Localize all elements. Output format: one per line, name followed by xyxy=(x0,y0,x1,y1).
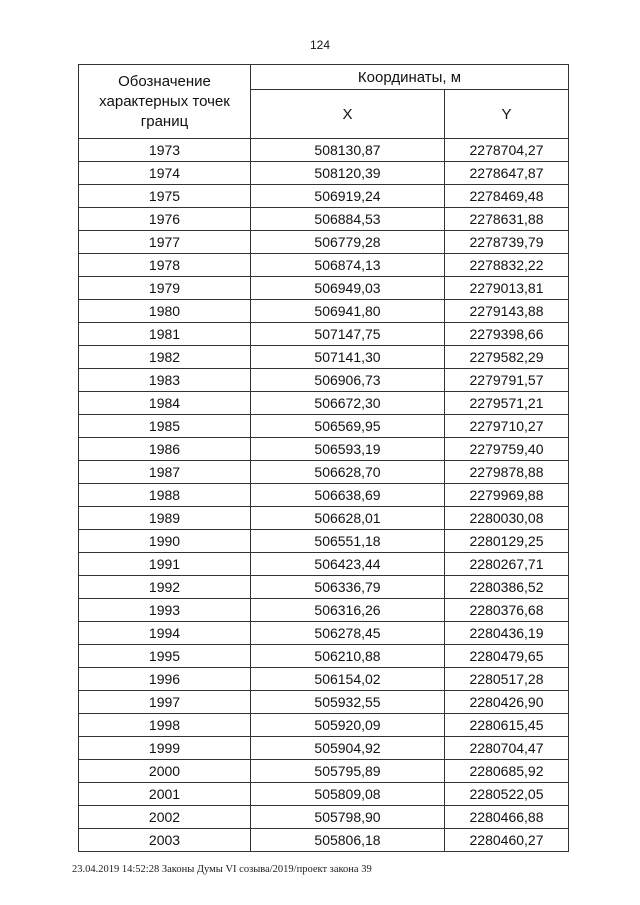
cell-point: 2000 xyxy=(79,760,251,783)
cell-y: 2279398,66 xyxy=(445,323,569,346)
cell-x: 506906,73 xyxy=(251,369,445,392)
table-row xyxy=(79,254,569,277)
table-header xyxy=(79,65,569,139)
cell-x: 506949,03 xyxy=(251,277,445,300)
table-row xyxy=(79,507,569,530)
cell-y: 2280436,19 xyxy=(445,622,569,645)
table-row xyxy=(79,829,569,852)
cell-x: 508130,87 xyxy=(251,139,445,162)
cell-x: 505798,90 xyxy=(251,806,445,829)
cell-point: 1992 xyxy=(79,576,251,599)
page-number: 124 xyxy=(309,38,331,52)
cell-point: 1988 xyxy=(79,484,251,507)
cell-point: 2003 xyxy=(79,829,251,852)
cell-point: 1989 xyxy=(79,507,251,530)
cell-point: 2002 xyxy=(79,806,251,829)
table-row xyxy=(79,438,569,461)
cell-point: 1996 xyxy=(79,668,251,691)
cell-x: 506628,01 xyxy=(251,507,445,530)
cell-y: 2278647,87 xyxy=(445,162,569,185)
table-row xyxy=(79,553,569,576)
cell-x: 506569,95 xyxy=(251,415,445,438)
cell-x: 506423,44 xyxy=(251,553,445,576)
cell-y: 2278704,27 xyxy=(445,139,569,162)
table-row xyxy=(79,714,569,737)
cell-point: 1976 xyxy=(79,208,251,231)
cell-x: 506336,79 xyxy=(251,576,445,599)
cell-point: 1979 xyxy=(79,277,251,300)
cell-y: 2280426,90 xyxy=(445,691,569,714)
cell-point: 1983 xyxy=(79,369,251,392)
table-body xyxy=(79,139,569,852)
cell-y: 2279969,88 xyxy=(445,484,569,507)
table-row xyxy=(79,208,569,231)
header-point-designation: Обозначение характерных точек границ xyxy=(79,65,251,139)
cell-x: 506628,70 xyxy=(251,461,445,484)
table-row xyxy=(79,668,569,691)
cell-y: 2279143,88 xyxy=(445,300,569,323)
table-row xyxy=(79,599,569,622)
cell-y: 2279878,88 xyxy=(445,461,569,484)
cell-x: 505809,08 xyxy=(251,783,445,806)
table-row xyxy=(79,760,569,783)
cell-point: 1991 xyxy=(79,553,251,576)
cell-x: 506941,80 xyxy=(251,300,445,323)
table-row xyxy=(79,300,569,323)
table-row xyxy=(79,806,569,829)
table-row xyxy=(79,323,569,346)
cell-y: 2278832,22 xyxy=(445,254,569,277)
table-row xyxy=(79,622,569,645)
cell-y: 2280517,28 xyxy=(445,668,569,691)
cell-y: 2279571,21 xyxy=(445,392,569,415)
cell-y: 2279710,27 xyxy=(445,415,569,438)
cell-x: 506210,88 xyxy=(251,645,445,668)
table-row xyxy=(79,530,569,553)
cell-point: 1990 xyxy=(79,530,251,553)
cell-point: 1980 xyxy=(79,300,251,323)
cell-point: 1973 xyxy=(79,139,251,162)
cell-y: 2279582,29 xyxy=(445,346,569,369)
cell-y: 2280386,52 xyxy=(445,576,569,599)
cell-x: 506551,18 xyxy=(251,530,445,553)
table-row xyxy=(79,737,569,760)
cell-point: 1985 xyxy=(79,415,251,438)
cell-y: 2280615,45 xyxy=(445,714,569,737)
cell-x: 506278,45 xyxy=(251,622,445,645)
table-row xyxy=(79,691,569,714)
cell-point: 1978 xyxy=(79,254,251,277)
cell-point: 1999 xyxy=(79,737,251,760)
cell-x: 506672,30 xyxy=(251,392,445,415)
cell-x: 505932,55 xyxy=(251,691,445,714)
cell-x: 506874,13 xyxy=(251,254,445,277)
coordinates-table xyxy=(78,64,569,852)
table-row xyxy=(79,461,569,484)
cell-x: 506316,26 xyxy=(251,599,445,622)
cell-point: 1995 xyxy=(79,645,251,668)
cell-y: 2278469,48 xyxy=(445,185,569,208)
cell-point: 1984 xyxy=(79,392,251,415)
cell-y: 2279759,40 xyxy=(445,438,569,461)
table-row xyxy=(79,645,569,668)
cell-y: 2280704,47 xyxy=(445,737,569,760)
cell-x: 505904,92 xyxy=(251,737,445,760)
cell-x: 506638,69 xyxy=(251,484,445,507)
cell-y: 2280479,65 xyxy=(445,645,569,668)
cell-point: 1993 xyxy=(79,599,251,622)
cell-x: 507147,75 xyxy=(251,323,445,346)
cell-y: 2278739,79 xyxy=(445,231,569,254)
cell-x: 508120,39 xyxy=(251,162,445,185)
cell-x: 506593,19 xyxy=(251,438,445,461)
cell-y: 2278631,88 xyxy=(445,208,569,231)
cell-point: 1982 xyxy=(79,346,251,369)
table-row xyxy=(79,346,569,369)
cell-y: 2280460,27 xyxy=(445,829,569,852)
cell-y: 2280267,71 xyxy=(445,553,569,576)
cell-y: 2280466,88 xyxy=(445,806,569,829)
cell-x: 506919,24 xyxy=(251,185,445,208)
header-coordinates: Координаты, м xyxy=(251,65,569,90)
table-row xyxy=(79,369,569,392)
cell-point: 1997 xyxy=(79,691,251,714)
cell-point: 1977 xyxy=(79,231,251,254)
cell-point: 1998 xyxy=(79,714,251,737)
table-row xyxy=(79,162,569,185)
table-row xyxy=(79,139,569,162)
cell-point: 1994 xyxy=(79,622,251,645)
cell-x: 506779,28 xyxy=(251,231,445,254)
cell-point: 1981 xyxy=(79,323,251,346)
header-x: X xyxy=(251,90,445,139)
table-row xyxy=(79,484,569,507)
cell-point: 1974 xyxy=(79,162,251,185)
cell-y: 2280685,92 xyxy=(445,760,569,783)
cell-y: 2279013,81 xyxy=(445,277,569,300)
table-row xyxy=(79,185,569,208)
table-row xyxy=(79,783,569,806)
cell-y: 2279791,57 xyxy=(445,369,569,392)
cell-point: 1975 xyxy=(79,185,251,208)
cell-point: 2001 xyxy=(79,783,251,806)
cell-x: 506154,02 xyxy=(251,668,445,691)
table-row xyxy=(79,277,569,300)
cell-x: 506884,53 xyxy=(251,208,445,231)
footer-stamp: 23.04.2019 14:52:28 Законы Думы VI созыва/2019/проект закона 39 xyxy=(72,864,372,875)
cell-x: 505920,09 xyxy=(251,714,445,737)
cell-y: 2280522,05 xyxy=(445,783,569,806)
table-row xyxy=(79,576,569,599)
cell-x: 507141,30 xyxy=(251,346,445,369)
cell-y: 2280376,68 xyxy=(445,599,569,622)
header-y: Y xyxy=(445,90,569,139)
cell-y: 2280129,25 xyxy=(445,530,569,553)
table-row xyxy=(79,415,569,438)
cell-x: 505806,18 xyxy=(251,829,445,852)
cell-point: 1986 xyxy=(79,438,251,461)
table-row xyxy=(79,392,569,415)
cell-y: 2280030,08 xyxy=(445,507,569,530)
cell-x: 505795,89 xyxy=(251,760,445,783)
cell-point: 1987 xyxy=(79,461,251,484)
table-row xyxy=(79,231,569,254)
